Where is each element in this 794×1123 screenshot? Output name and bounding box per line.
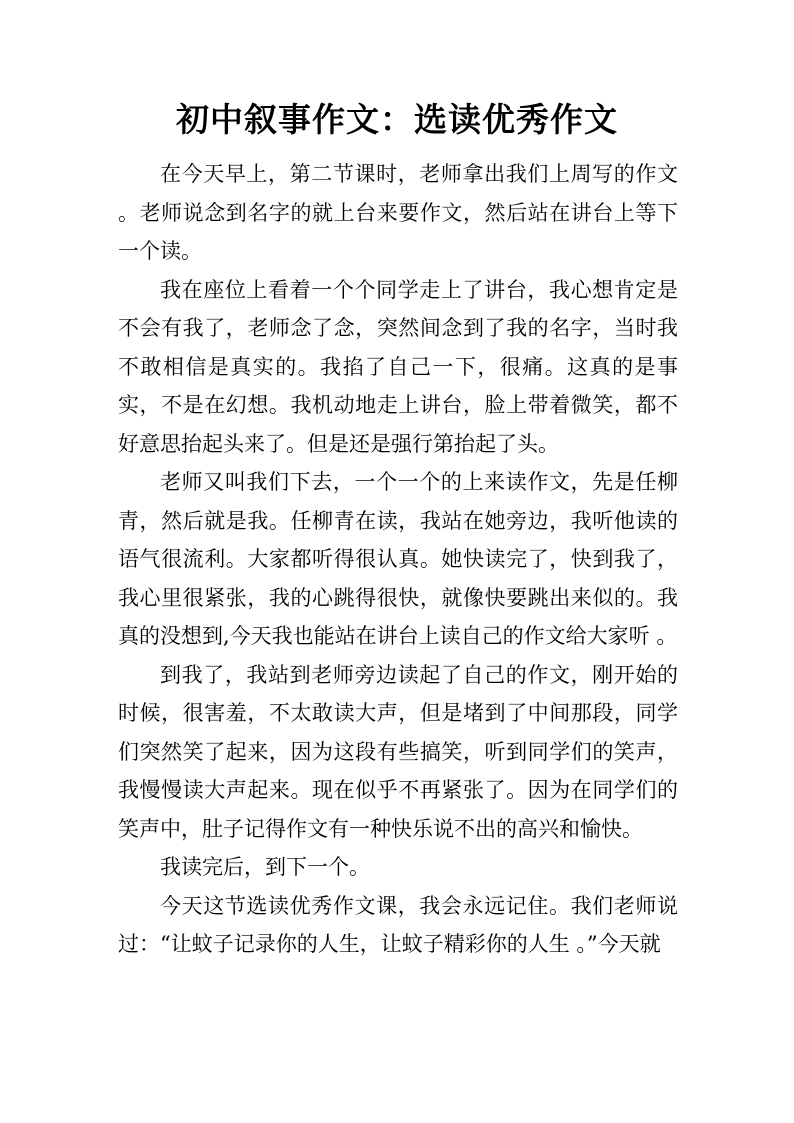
paragraph: 老师又叫我们下去，一个一个的上来读作文，先是任柳青，然后就是我。任柳青在读，我站在她旁边，我听他读的语气很流利。大家都听得很认真。她快读完了，快到我了，我心里很紧张，我的心跳得很快，就像快要跳出来似的。我真的没想到,今天我也能站在讲台上读自己的作文给大家听 。 [118,470,678,648]
document-title: 初中叙事作文：选读优秀作文 [176,100,618,139]
paragraph: 到我了，我站到老师旁边读起了自己的作文，刚开始的时候，很害羞，不太敢读大声，但是堵到了中间那段，同学们突然笑了起来，因为这段有些搞笑，听到同学们的笑声，我慢慢读大声起来。现在似乎不再紧张了。因为在同学们的笑声中，肚子记得作文有一种快乐说不出的高兴和愉快。 [118,662,678,841]
paragraph: 在今天早上，第二节课时，老师拿出我们上周写的作文 。老师说念到名字的就上台来要作文，然后站在讲台上等下一个读。 [118,162,678,263]
paragraph: 我读完后，到下一个。 [160,855,370,879]
paragraph: 我在座位上看着一个个同学走上了讲台，我心想肯定是不会有我了，老师念了念，突然间念到了我的名字，当时我不敢相信是真实的。我掐了自己一下，很痛。这真的是事实，不是在幻想。我机动地走上讲台，脸上带着微笑，都不好意思抬起头来了。但是还是强行第抬起了头。 [118,277,678,456]
document-body [118,155,678,964]
paragraph: 今天这节选读优秀作文课，我会永远记住。我们老师说过：“让蚊子记录你的人生，让蚊子精彩你的人生 。”今天就 [118,893,678,956]
